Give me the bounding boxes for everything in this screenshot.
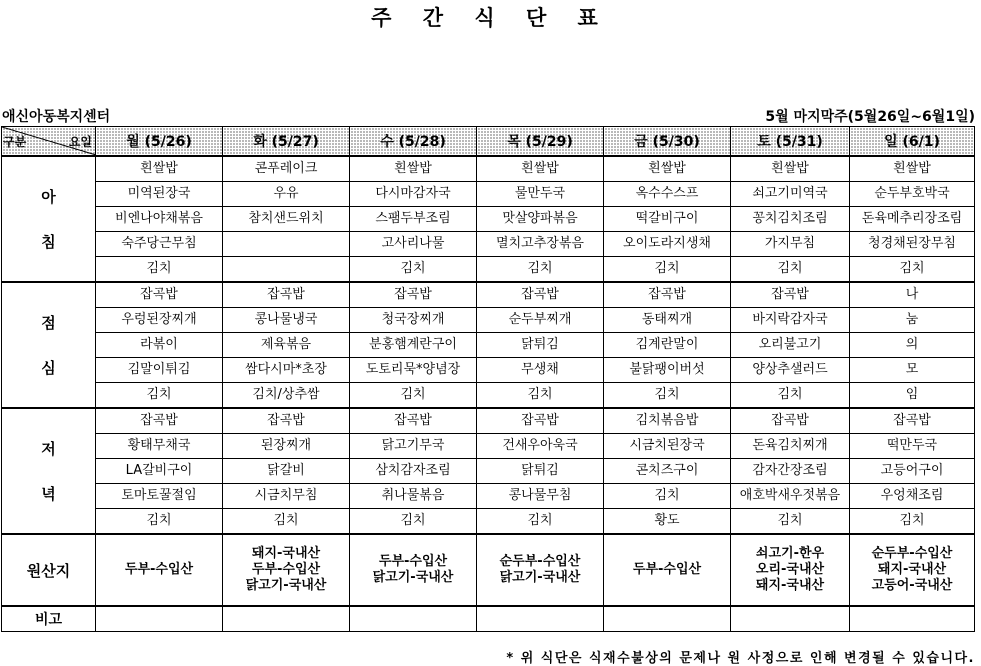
dinner-menu-item: 닭튀김 — [477, 459, 604, 484]
dinner-menu-item: 김치 — [731, 509, 850, 535]
lunch-row — [2, 282, 975, 308]
dinner-menu-item: 건새우아욱국 — [477, 434, 604, 459]
dinner-menu-item: 취나물볶음 — [350, 484, 477, 509]
lunch-menu-item: 불닭팽이버섯 — [604, 358, 731, 383]
lunch-menu-item: 잡곡밥 — [477, 282, 604, 308]
lunch-menu-item: 도토리묵*양념장 — [350, 358, 477, 383]
origin-cell — [350, 534, 477, 606]
breakfast-label-char: 침 — [41, 233, 56, 251]
breakfast-menu-item: 미역된장국 — [96, 182, 223, 207]
breakfast-menu-item: 김치 — [604, 257, 731, 283]
breakfast-menu-item: 김치 — [477, 257, 604, 283]
breakfast-menu-item: 흰쌀밥 — [477, 156, 604, 182]
dinner-row — [2, 509, 975, 535]
breakfast-menu-item: 흰쌀밥 — [350, 156, 477, 182]
lunch-menu-item: 청국장찌개 — [350, 308, 477, 333]
origin-line: 오리-국내산 — [755, 562, 825, 577]
breakfast-menu-item: 돈육메추리장조림 — [850, 207, 975, 232]
breakfast-menu-item: 옥수수스프 — [604, 182, 731, 207]
menu-period: 5월 마지막주(5월26일~6월1일) — [765, 109, 975, 125]
lunch-row — [2, 383, 975, 409]
remarks-cell — [223, 606, 350, 632]
lunch-menu-item: 김계란말이 — [604, 333, 731, 358]
origin-line: 쇠고기-한우 — [755, 546, 825, 561]
remarks-cell — [604, 606, 731, 632]
breakfast-label-cell — [2, 156, 96, 282]
day-header-sun: 일 (6/1) — [850, 127, 975, 157]
dinner-menu-item: 김치 — [850, 509, 975, 535]
day-header-fri: 금 (5/30) — [604, 127, 731, 157]
breakfast-menu-item: 고사리나물 — [350, 232, 477, 257]
lunch-menu-item: 잡곡밥 — [223, 282, 350, 308]
breakfast-menu-item: 순두부호박국 — [850, 182, 975, 207]
lunch-menu-item: 김치/상추쌈 — [223, 383, 350, 409]
breakfast-menu-item: 멸치고추장볶음 — [477, 232, 604, 257]
lunch-menu-item: 모 — [850, 358, 975, 383]
lunch-menu-item: 잡곡밥 — [350, 282, 477, 308]
dinner-menu-item: 잡곡밥 — [223, 408, 350, 434]
day-header-mon: 월 (5/26) — [96, 127, 223, 157]
origin-cell — [604, 534, 731, 606]
page-title: 주 간 식 단 표 — [371, 6, 610, 30]
day-header-wed: 수 (5/28) — [350, 127, 477, 157]
breakfast-menu-item: 참치샌드위치 — [223, 207, 350, 232]
dinner-menu-item: 김치 — [223, 509, 350, 535]
remarks-cell — [477, 606, 604, 632]
lunch-menu-item: 오리불고기 — [731, 333, 850, 358]
dinner-menu-item: 잡곡밥 — [477, 408, 604, 434]
dinner-menu-item: 김치볶음밥 — [604, 408, 731, 434]
breakfast-menu-item: 콘푸레이크 — [223, 156, 350, 182]
remarks-cell — [350, 606, 477, 632]
dinner-menu-item: 토마토꿀절임 — [96, 484, 223, 509]
breakfast-menu-item: 쇠고기미역국 — [731, 182, 850, 207]
origin-line: 두부-수입산 — [251, 562, 321, 577]
breakfast-menu-item: 스팸두부조림 — [350, 207, 477, 232]
breakfast-menu-item: 흰쌀밥 — [96, 156, 223, 182]
lunch-label-cell — [2, 282, 96, 408]
breakfast-menu-item: 오이도라지생채 — [604, 232, 731, 257]
dinner-menu-item: 닭갈비 — [223, 459, 350, 484]
lunch-menu-item: 무생채 — [477, 358, 604, 383]
lunch-menu-item: 잡곡밥 — [731, 282, 850, 308]
origin-line: 순두부-수입산 — [871, 546, 953, 561]
lunch-menu-item: 김치 — [350, 383, 477, 409]
dinner-row — [2, 434, 975, 459]
dinner-menu-item: 잡곡밥 — [96, 408, 223, 434]
dinner-label-char: 저 — [41, 440, 56, 458]
dinner-menu-item: 감자간장조림 — [731, 459, 850, 484]
dinner-menu-item: 콩나물무침 — [477, 484, 604, 509]
remarks-row — [2, 606, 975, 632]
lunch-menu-item: 순두부찌개 — [477, 308, 604, 333]
dinner-menu-item: 김치 — [96, 509, 223, 535]
dinner-label-cell — [2, 408, 96, 534]
dinner-row — [2, 484, 975, 509]
breakfast-menu-item: 흰쌀밥 — [850, 156, 975, 182]
lunch-menu-item: 라볶이 — [96, 333, 223, 358]
breakfast-row — [2, 232, 975, 257]
breakfast-menu-item — [223, 257, 350, 283]
lunch-menu-item: 콩나물냉국 — [223, 308, 350, 333]
remarks-label: 비고 — [2, 606, 96, 632]
corner-day-label: 요일 — [68, 135, 92, 149]
lunch-menu-item: 바지락감자국 — [731, 308, 850, 333]
breakfast-menu-item: 김치 — [731, 257, 850, 283]
lunch-label-char: 심 — [41, 359, 56, 377]
breakfast-menu-item: 물만두국 — [477, 182, 604, 207]
lunch-menu-item: 김치 — [604, 383, 731, 409]
dinner-menu-item: LA갈비구이 — [96, 459, 223, 484]
weekly-menu-table — [1, 126, 975, 632]
breakfast-menu-item: 우유 — [223, 182, 350, 207]
breakfast-menu-item: 흰쌀밥 — [604, 156, 731, 182]
breakfast-row — [2, 156, 975, 182]
dinner-menu-item: 시금치무침 — [223, 484, 350, 509]
dinner-menu-item: 떡만두국 — [850, 434, 975, 459]
day-header-sat: 토 (5/31) — [731, 127, 850, 157]
lunch-menu-item: 잡곡밥 — [604, 282, 731, 308]
breakfast-menu-item: 맛살양파볶음 — [477, 207, 604, 232]
breakfast-menu-item: 꽁치김치조림 — [731, 207, 850, 232]
lunch-menu-item: 잡곡밥 — [96, 282, 223, 308]
remarks-cell — [96, 606, 223, 632]
lunch-menu-item: 분홍햄계란구이 — [350, 333, 477, 358]
day-header-thu: 목 (5/29) — [477, 127, 604, 157]
dinner-menu-item: 삼치감자조림 — [350, 459, 477, 484]
breakfast-row — [2, 207, 975, 232]
breakfast-menu-item: 숙주당근무침 — [96, 232, 223, 257]
dinner-menu-item: 돈육김치찌개 — [731, 434, 850, 459]
breakfast-row — [2, 257, 975, 283]
lunch-menu-item: 김치 — [731, 383, 850, 409]
origin-line: 돼지-국내산 — [251, 546, 321, 561]
lunch-menu-item: 나 — [850, 282, 975, 308]
origin-line: 닭고기-국내산 — [372, 570, 454, 585]
origin-row — [2, 534, 975, 606]
dinner-menu-item: 콘치즈구이 — [604, 459, 731, 484]
lunch-row — [2, 308, 975, 333]
remarks-cell — [850, 606, 975, 632]
breakfast-menu-item: 다시마감자국 — [350, 182, 477, 207]
origin-cell — [223, 534, 350, 606]
dinner-menu-item: 황도 — [604, 509, 731, 535]
dinner-row — [2, 459, 975, 484]
breakfast-label-char: 아 — [41, 188, 56, 206]
dinner-menu-item: 김치 — [350, 509, 477, 535]
day-header-tue: 화 (5/27) — [223, 127, 350, 157]
dinner-menu-item: 김치 — [604, 484, 731, 509]
dinner-menu-item: 닭고기무국 — [350, 434, 477, 459]
lunch-menu-item: 우렁된장찌개 — [96, 308, 223, 333]
breakfast-menu-item: 김치 — [350, 257, 477, 283]
lunch-menu-item: 닭튀김 — [477, 333, 604, 358]
lunch-menu-item: 김말이튀김 — [96, 358, 223, 383]
dinner-menu-item: 잡곡밥 — [731, 408, 850, 434]
dinner-row — [2, 408, 975, 434]
lunch-label-char: 점 — [41, 314, 56, 332]
breakfast-menu-item — [223, 232, 350, 257]
dinner-menu-item: 고등어구이 — [850, 459, 975, 484]
dinner-label-char: 녁 — [41, 485, 56, 503]
breakfast-menu-item: 김치 — [96, 257, 223, 283]
lunch-menu-item: 김치 — [96, 383, 223, 409]
lunch-menu-item: 임 — [850, 383, 975, 409]
dinner-menu-item: 우엉채조림 — [850, 484, 975, 509]
lunch-menu-item: 동태찌개 — [604, 308, 731, 333]
breakfast-menu-item: 가지무침 — [731, 232, 850, 257]
breakfast-menu-item: 비엔나야채볶음 — [96, 207, 223, 232]
origin-label: 원산지 — [2, 534, 96, 606]
origin-cell — [731, 534, 850, 606]
organization-name: 애신아동복지센터 — [2, 109, 111, 125]
breakfast-menu-item: 흰쌀밥 — [731, 156, 850, 182]
lunch-menu-item: 제육볶음 — [223, 333, 350, 358]
origin-cell — [850, 534, 975, 606]
lunch-menu-item: 김치 — [477, 383, 604, 409]
dinner-menu-item: 황태무채국 — [96, 434, 223, 459]
remarks-cell — [731, 606, 850, 632]
breakfast-menu-item: 떡갈비구이 — [604, 207, 731, 232]
origin-line: 돼지-국내산 — [877, 562, 947, 577]
corner-category-label: 구분 — [3, 135, 27, 149]
lunch-menu-item: 눔 — [850, 308, 975, 333]
lunch-menu-item: 쌈다시마*초장 — [223, 358, 350, 383]
origin-line: 닭고기-국내산 — [499, 570, 581, 585]
dinner-menu-item: 김치 — [477, 509, 604, 535]
lunch-row — [2, 333, 975, 358]
header-row — [2, 127, 975, 157]
origin-line: 두부-수입산 — [124, 562, 194, 577]
origin-line: 두부-수입산 — [378, 554, 448, 569]
breakfast-menu-item: 청경채된장무침 — [850, 232, 975, 257]
breakfast-row — [2, 182, 975, 207]
origin-cell — [96, 534, 223, 606]
dinner-menu-item: 잡곡밥 — [350, 408, 477, 434]
breakfast-menu-item: 김치 — [850, 257, 975, 283]
footnote: * 위 식단은 식재수불상의 문제나 원 사정으로 인해 변경될 수 있습니다. — [506, 651, 975, 666]
origin-line: 순두부-수입산 — [499, 554, 581, 569]
lunch-menu-item: 의 — [850, 333, 975, 358]
origin-line: 닭고기-국내산 — [245, 578, 327, 593]
lunch-menu-item: 양상추샐러드 — [731, 358, 850, 383]
header-corner-cell — [2, 127, 96, 157]
origin-line: 고등어-국내산 — [871, 578, 953, 593]
dinner-menu-item: 잡곡밥 — [850, 408, 975, 434]
origin-cell — [477, 534, 604, 606]
dinner-menu-item: 애호박새우젓볶음 — [731, 484, 850, 509]
lunch-row — [2, 358, 975, 383]
origin-line: 돼지-국내산 — [755, 578, 825, 593]
dinner-menu-item: 된장찌개 — [223, 434, 350, 459]
origin-line: 두부-수입산 — [632, 562, 702, 577]
dinner-menu-item: 시금치된장국 — [604, 434, 731, 459]
